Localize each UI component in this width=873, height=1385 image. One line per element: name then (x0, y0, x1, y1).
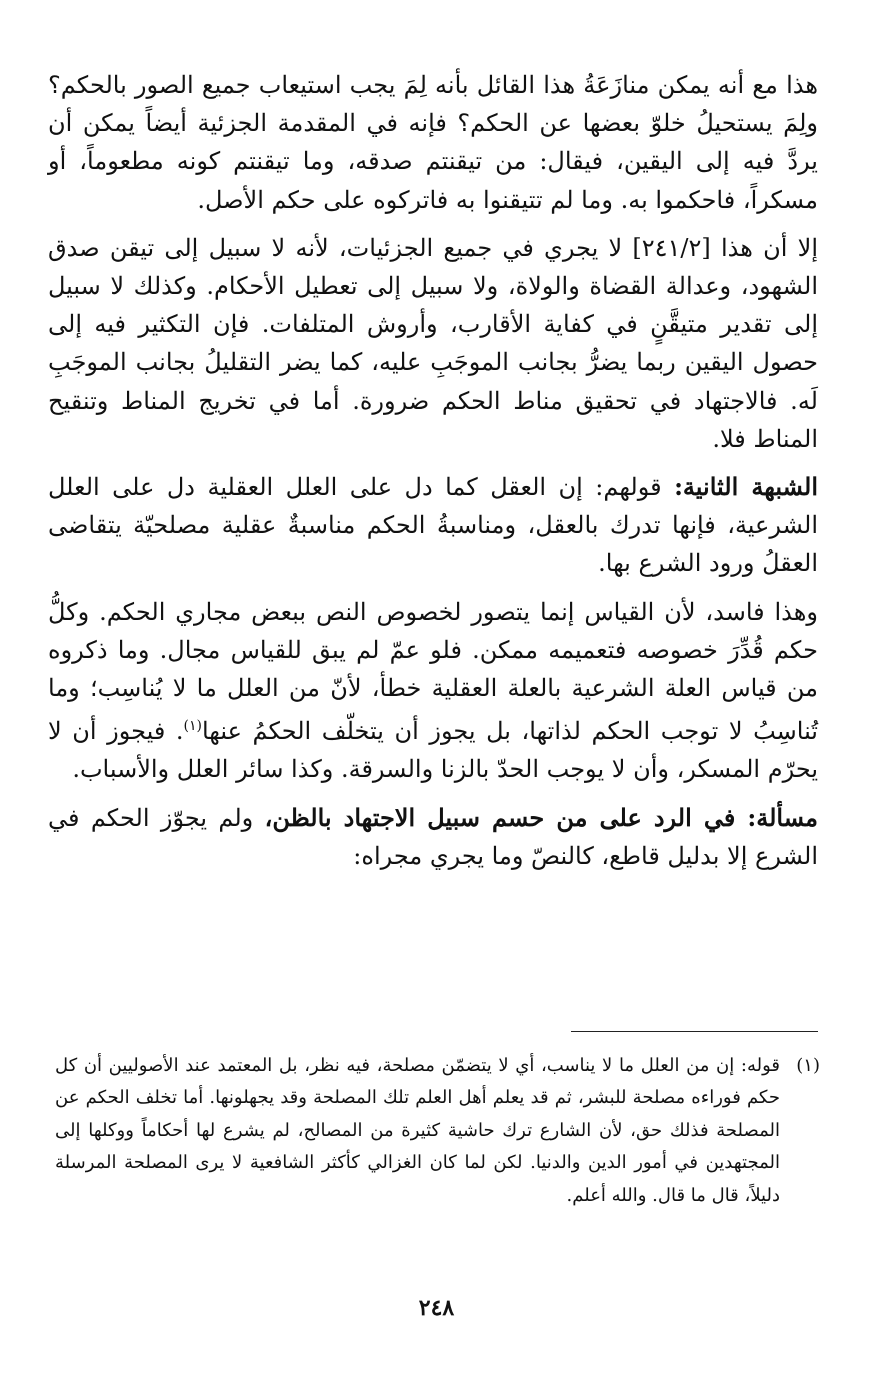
footnote-mark: (١) (796, 1055, 820, 1076)
paragraph-2: إلا أن هذا [٢٤١/٢] لا يجري في جميع الجزئيات، لأنه لا سبيل إلى تيقن صدق الشهود، وعدالة القضاة والولاة، ولا سبيل إلى تعطيل الأحكام. وكذلك لا سبيل إلى تقدير متيقَّنٍ في كفاية الأقارب، وأروش المتلفات. فإن التكثير فيه إلى حصول اليقين ربما يضرُّ بجانب الموجَبِ عليه، كما يضر التقليلُ بجانب الموجَبِ لَه. فالاجتهاد في تحقيق مناط الحكم ضرورة. أما في تخريج المناط وتنقيح المناط فلا. (48, 233, 818, 453)
page-number: ٢٤٨ (418, 1295, 455, 1321)
paragraph-5-text: ولم يجوّز الحكم في الشرع إلا بدليل قاطع، كالنصّ وما يجري مجراه: (48, 803, 818, 870)
paragraph-4 (48, 593, 818, 789)
footnote-reference[interactable]: (١) (183, 718, 202, 735)
paragraph-1: هذا مع أنه يمكن منازَعَةُ هذا القائل بأنه لِمَ يجب استيعاب جميع الصور بالحكم؟ ولِمَ يستحيلُ خلوّ بعضها عن الحكم؟ فإنه في المقدمة الجزئية أيضاً يمكن أن يردَّ فيه إلى اليقين، فيقال: من تيقنتم صدقه، وما تيقنتم كونه مطعوماً، أو مسكراً، فاحكموا به. وما لم تتيقنوا به فاتركوه على حكم الأصل. (48, 71, 818, 214)
section-heading-second-doubt: الشبهة الثانية: (674, 472, 818, 502)
footnote-text: قوله: إن من العلل ما لا يناسب، أي لا يتضمّن مصلحة، فيه نظر، بل المعتمد عند الأصوليين أن كل حكم فوراءه مصلحة للبشر، ثم قد يعلم أهل العلم تلك المصلحة وقد يجهلونها. أما تخلف الحكم عن المصلحة فذلك حق، لأن الشارع ترك حاشية كثيرة من المصالح، لم يشرع لها أحكاماً ووكلها إلى المجتهدين في أمور الدين والدنيا. لكن لما كان الغزالي كأكثر الشافعية لا يرى المصلحة المرسلة دليلاً، قال ما قال. والله أعلم. (55, 1055, 780, 1206)
main-text (48, 66, 818, 885)
paragraph-5 (48, 799, 818, 875)
paragraph-3-text: قولهم: إن العقل كما دل على العلل العقلية دل على العلل الشرعية، فإنها تدرك بالعقل، ومناسبةُ الحكم مناسبةٌ عقلية مصلحيّة يتقاضى العقلُ ورود الشرع بها. (48, 473, 819, 578)
paragraph-4-text-b: . فيجوز أن لا يحرّم المسكر، وأن لا يوجب الحدّ بالزنا والسرقة. وكذا سائر العلل والأسباب. (48, 717, 818, 784)
paragraph-3 (48, 468, 818, 583)
footnote-divider (571, 1031, 818, 1032)
footnote (55, 1050, 820, 1212)
section-heading-issue: مسألة: في الرد على من حسم سبيل الاجتهاد بالظن، (264, 802, 818, 832)
paragraph-4-text-a: وهذا فاسد، لأن القياس إنما يتصور لخصوص النص ببعض مجاري الحكم. وكلُّ حكم قُدِّرَ خصوصه فتعميمه ممكن. فلو عمّ لم يبق للقياس مجال. وما ذكروه من قياس العلة الشرعية بالعلة العقلية خطأ، لأنّ من العلل ما لا يُناسِب؛ وما تُناسِبُ لا توجب الحكم لذاتها، بل يجوز أن يتخلّف الحكمُ عنها (48, 597, 819, 746)
